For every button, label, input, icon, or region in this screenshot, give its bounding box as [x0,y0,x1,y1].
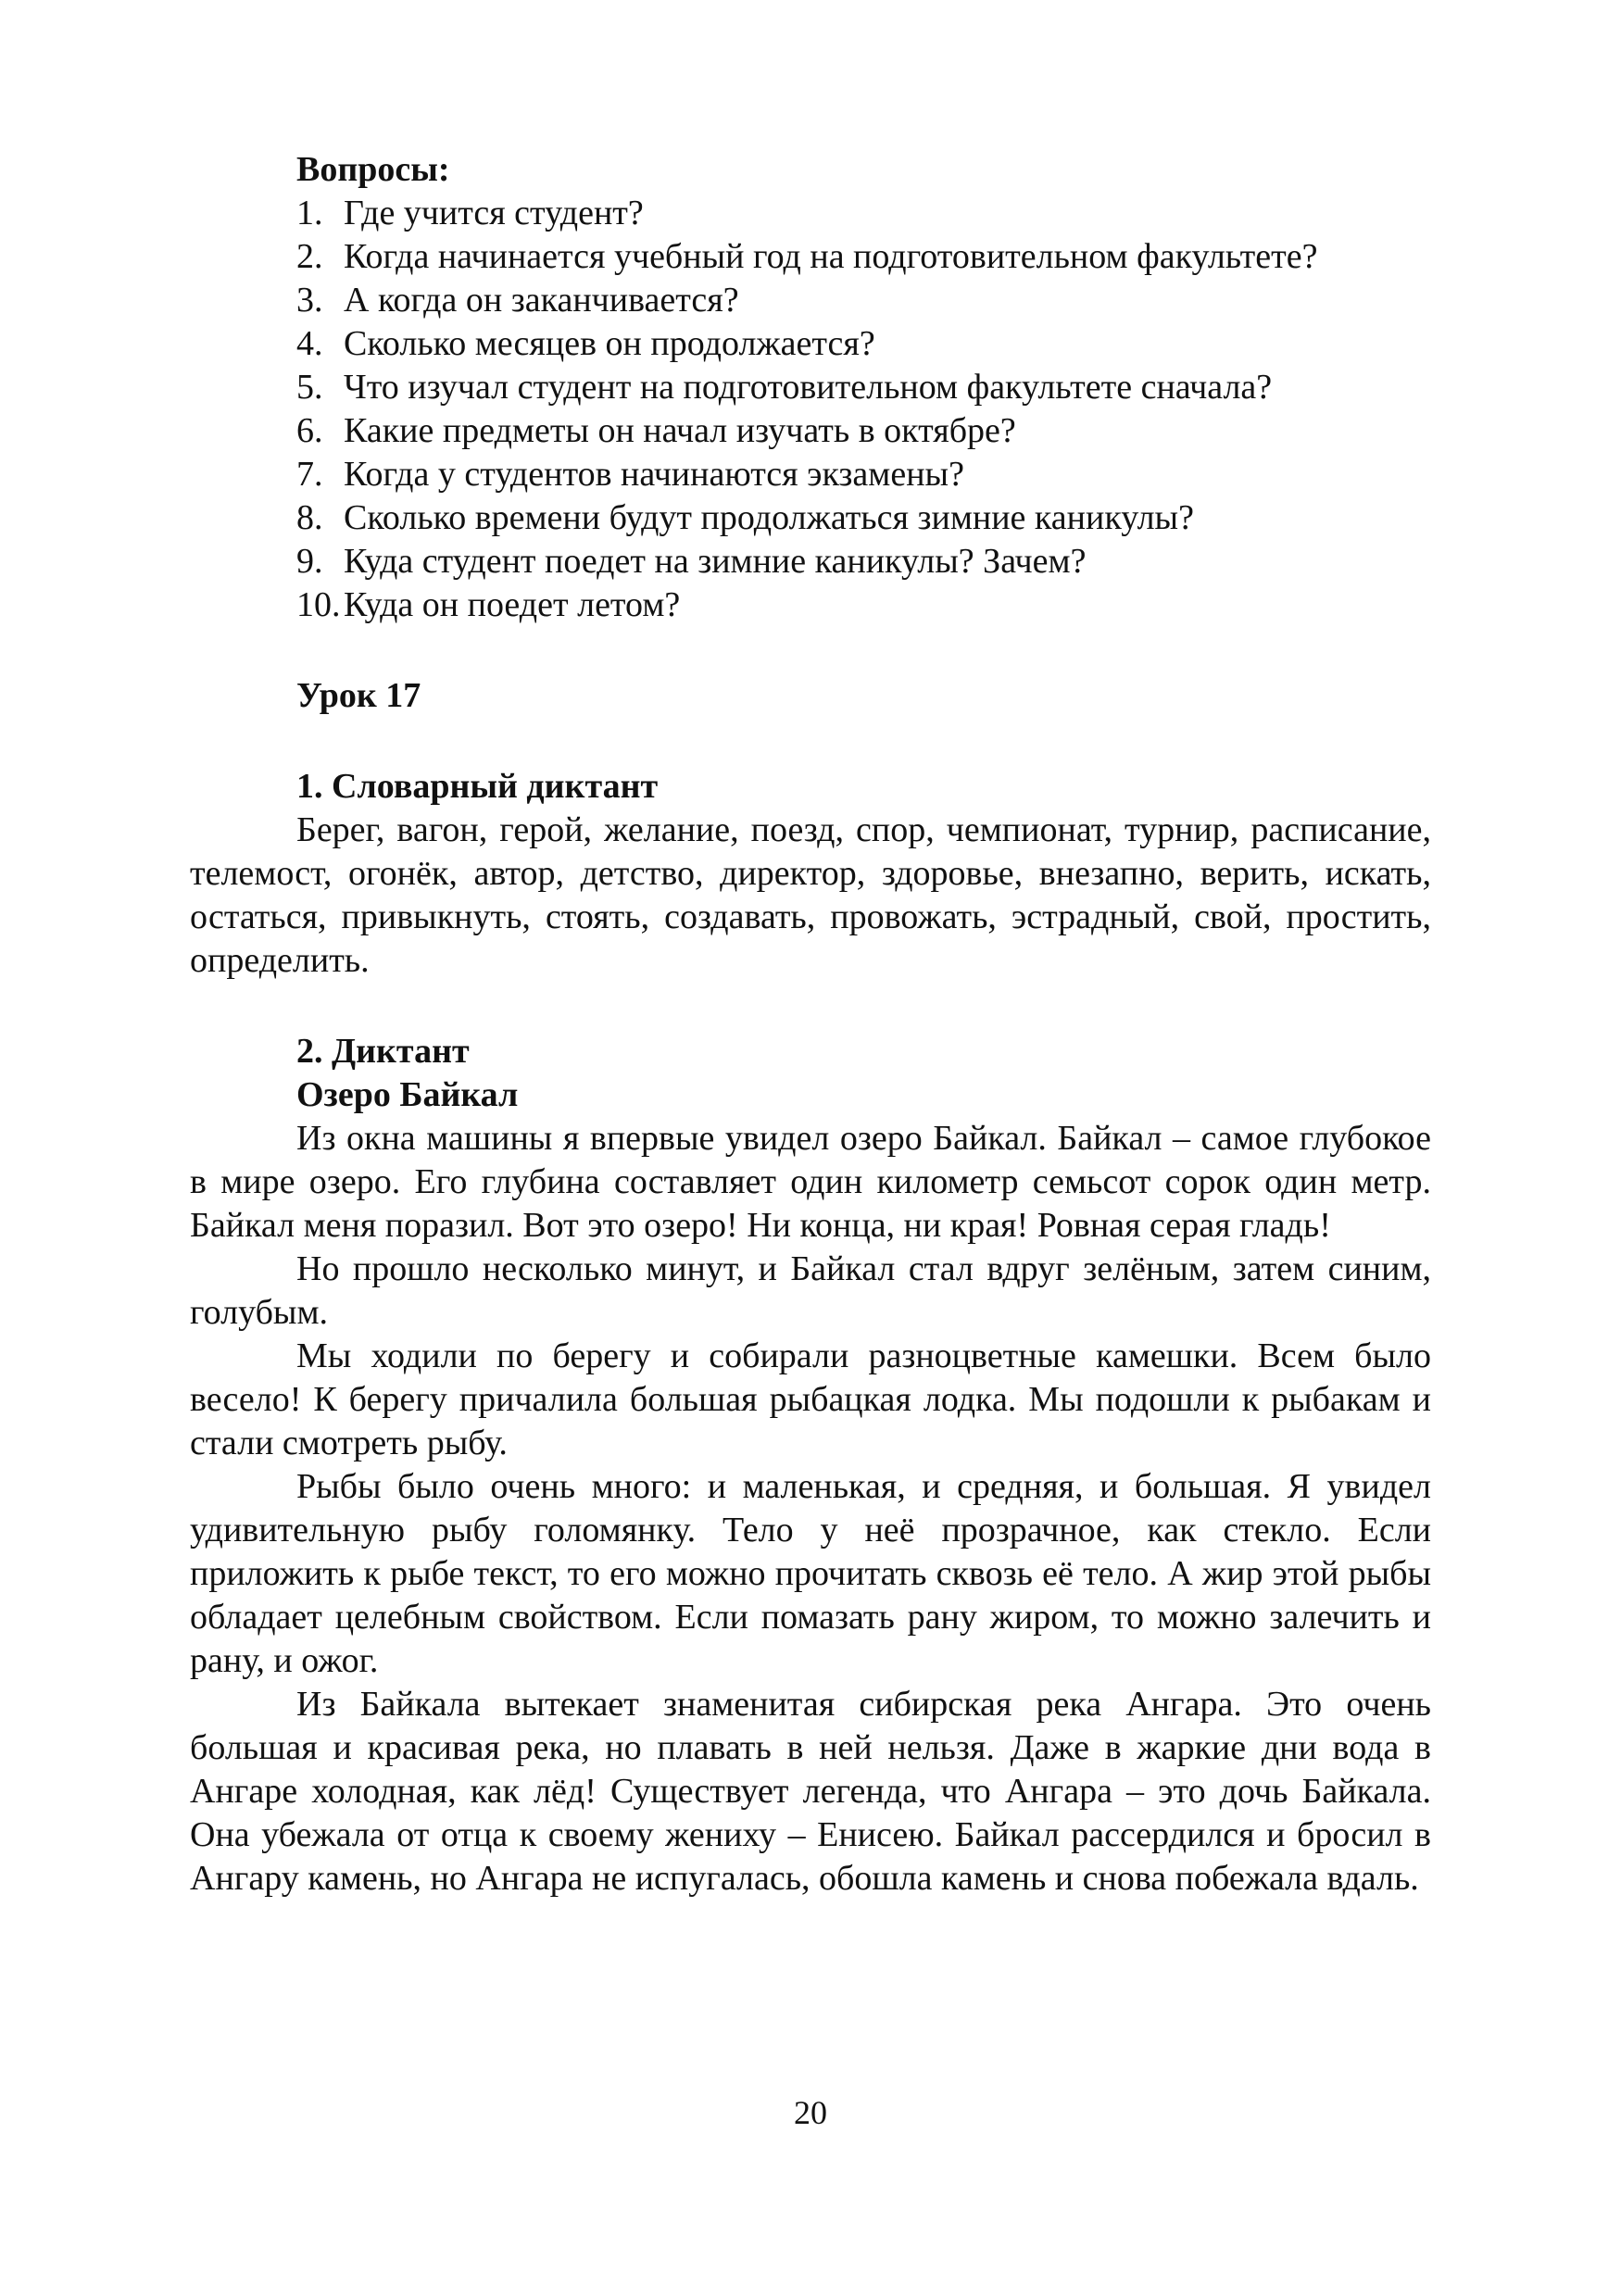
page-content [190,148,1431,1901]
question-number: 8. [296,498,323,537]
question-number: 1. [296,194,323,232]
question-item [296,235,1431,279]
question-item [296,366,1431,409]
question-text: Где учится студент? [344,194,644,232]
vocab-dictation-title: 1. Словарный диктант [296,767,659,806]
question-number: 6. [296,411,323,450]
question-number: 10. [296,585,341,624]
question-item [296,192,1431,235]
question-text: Что изучал студент на подготовительном факультете сначала? [344,368,1273,407]
question-number: 5. [296,368,323,407]
question-text: Сколько месяцев он продолжается? [344,324,875,363]
dictation-title: 2. Диктант [296,1032,470,1071]
dictation-subtitle: Озеро Байкал [296,1075,519,1114]
question-text: Когда у студентов начинаются экзамены? [344,455,964,494]
question-item [296,409,1431,453]
dictation-paragraph: Мы ходили по берегу и собирали разноцветные камешки. Всем было весело! К берегу причалила большая рыбацкая лодка. Мы подошли к рыбакам и стали смотреть рыбу. [190,1336,1431,1462]
question-text: Сколько времени будут продолжаться зимние каникулы? [344,498,1194,537]
dictation-paragraph: Из Байкала вытекает знаменитая сибирская река Ангара. Это очень большая и красивая река, но плавать в ней нельзя. Даже в жаркие дни вода в Ангаре холодная, как лёд! Существует легенда, что Ангара – это дочь Байкала. Она убежала от отца к своему жениху – Енисею. Байкал рассердился и бросил в Ангару камень, но Ангара не испугалась, обошла камень и снова побежала вдаль. [190,1685,1431,1898]
question-number: 7. [296,455,323,494]
question-item [296,322,1431,366]
question-item [296,496,1431,540]
question-list [296,192,1431,627]
question-item [296,540,1431,583]
question-item [296,279,1431,322]
question-text: А когда он заканчивается? [344,281,739,320]
dictation-paragraph: Рыбы было очень много: и маленькая, и средняя, и большая. Я увидел удивительную рыбу голомянку. Тело у неё прозрачное, как стекло. Если приложить к рыбе текст, то его можно прочитать сквозь её тело. А жир этой рыбы обладает целебным свойством. Если помазать рану жиром, то можно залечить и рану, и ожог. [190,1467,1431,1680]
question-text: Какие предметы он начал изучать в октябре? [344,411,1016,450]
question-item [296,453,1431,496]
question-number: 9. [296,542,323,581]
dictation-paragraph: Но прошло несколько минут, и Байкал стал вдруг зелёным, затем синим, голубым. [190,1249,1431,1332]
dictation-body [190,1117,1431,1901]
lesson-title: Урок 17 [296,676,421,715]
questions-section [190,148,1431,809]
dictation-heading [190,1030,1431,1117]
question-text: Когда начинается учебный год на подготовительном факультете? [344,237,1318,276]
vocab-dictation-text: Берег, вагон, герой, желание, поезд, спор, чемпионат, турнир, расписание, телемост, огонёк, автор, детство, директор, здоровье, внезапно, верить, искать, остаться, привыкнуть, стоять, создавать, провожать, эстрадный, свой, простить, определить. [190,810,1431,980]
question-number: 2. [296,237,323,276]
questions-title: Вопросы: [296,150,450,189]
question-text: Куда студент поедет на зимние каникулы? Зачем? [344,542,1087,581]
question-item [296,583,1431,627]
question-number: 4. [296,324,323,363]
dictation-paragraph: Из окна машины я впервые увидел озеро Байкал. Байкал – самое глубокое в мире озеро. Его глубина составляет один километр семьсот сорок один метр. Байкал меня поразил. Вот это озеро! Ни конца, ни края! Ровная серая гладь! [190,1119,1431,1245]
question-number: 3. [296,281,323,320]
question-text: Куда он поедет летом? [344,585,681,624]
page-number: 20 [794,2094,827,2131]
